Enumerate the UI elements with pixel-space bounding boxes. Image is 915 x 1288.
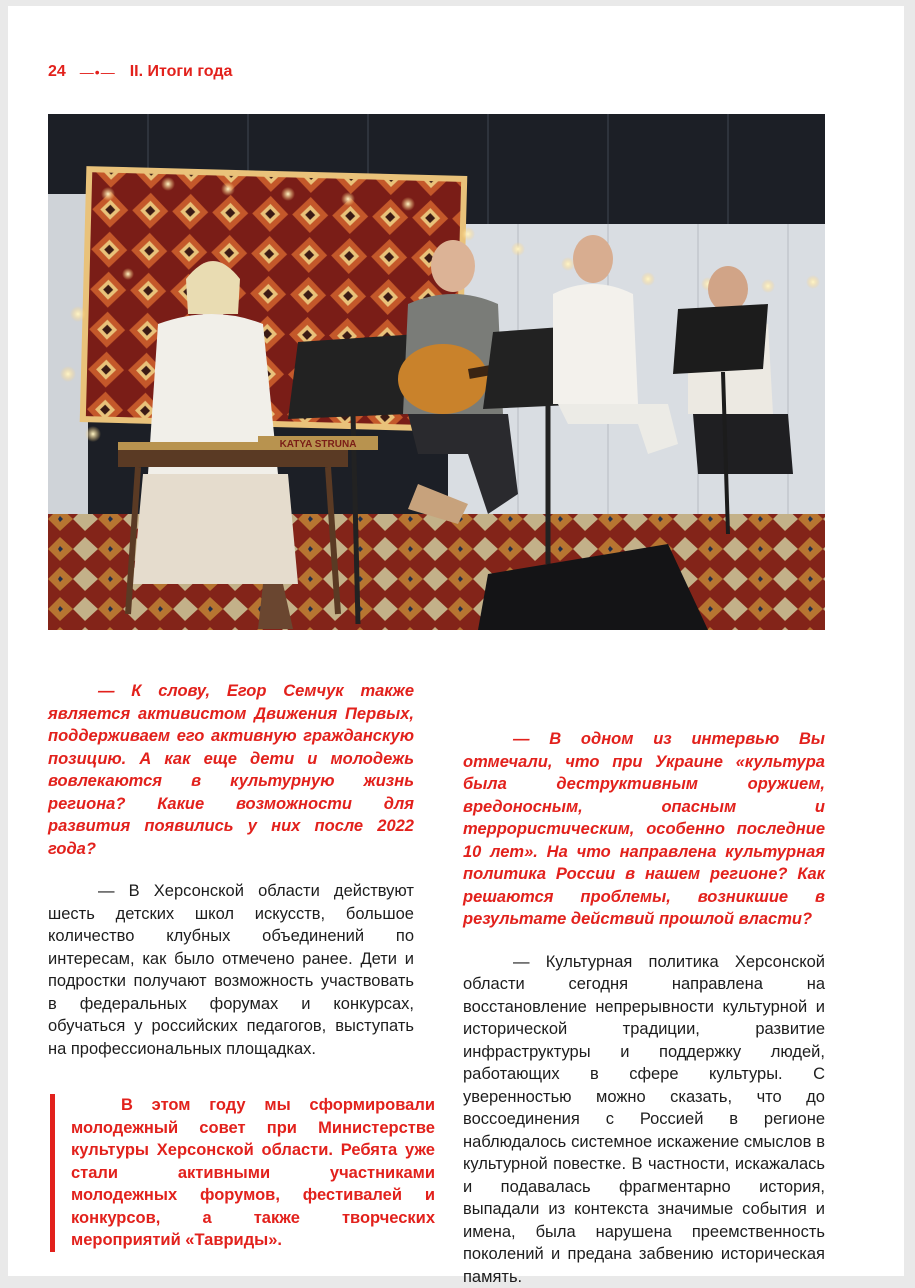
pull-quote: В этом году мы сформировали молодежный совет при Министерстве культуры Херсонской области. Ребята уже стали активными участниками молодежных форумов, фестивалей и конкурсов, а также творческих мероприятий «Тавриды». bbox=[50, 1094, 435, 1252]
magazine-page bbox=[8, 6, 904, 1276]
concert-photo-illustration bbox=[48, 114, 825, 630]
section-title: II. Итоги года bbox=[130, 63, 233, 81]
right-column bbox=[463, 728, 825, 1288]
left-column bbox=[48, 680, 414, 1060]
concert-photo bbox=[48, 114, 825, 630]
right-answer: — Культурная политика Херсонской области сегодня направлена на восстановление непрерывности культурной и исторической традиции, развитие инфраструктуры и поддержку людей, работающих в сфере культуры. С уверенностью можно сказать, что до воссоединения с Россией в регионе наблюдалось системное искажение смыслов в культурной повестке. В частности, искажалась и подавалась фрагментарно история, выпадали из контекста значимые события и имена, была нарушена преемственность поколений и предана забвению историческая память. bbox=[463, 951, 825, 1288]
page-header bbox=[48, 58, 232, 86]
page-number: 24 bbox=[48, 63, 66, 81]
header-ornament: —•— bbox=[80, 64, 116, 80]
left-question: — К слову, Егор Семчук также является активистом Движения Первых, поддерживаем его активную гражданскую позицию. А как еще дети и молодежь вовлекаются в культурную жизнь региона? Какие возможности для развития появились у них после 2022 года? bbox=[48, 680, 414, 860]
left-answer: — В Херсонской области действуют шесть детских школ искусств, большое количество клубных объединений по интересам, как было отмечено ранее. Дети и подростки получают возможность участвовать в федеральных форумах и конкурсах, обучаться у российских педагогов, выступать на профессиональных площадках. bbox=[48, 880, 414, 1060]
instrument-banner-text: KATYA STRUNA bbox=[280, 439, 357, 450]
right-question: — В одном из интервью Вы отмечали, что при Украине «культура была деструктивным оружием, вредоносным, опасным и террористическим, особенно последние 10 лет». На что направлена культурная политика России в нашем регионе? Как решаются проблемы, возникшие в результате действий прошлой власти? bbox=[463, 728, 825, 931]
